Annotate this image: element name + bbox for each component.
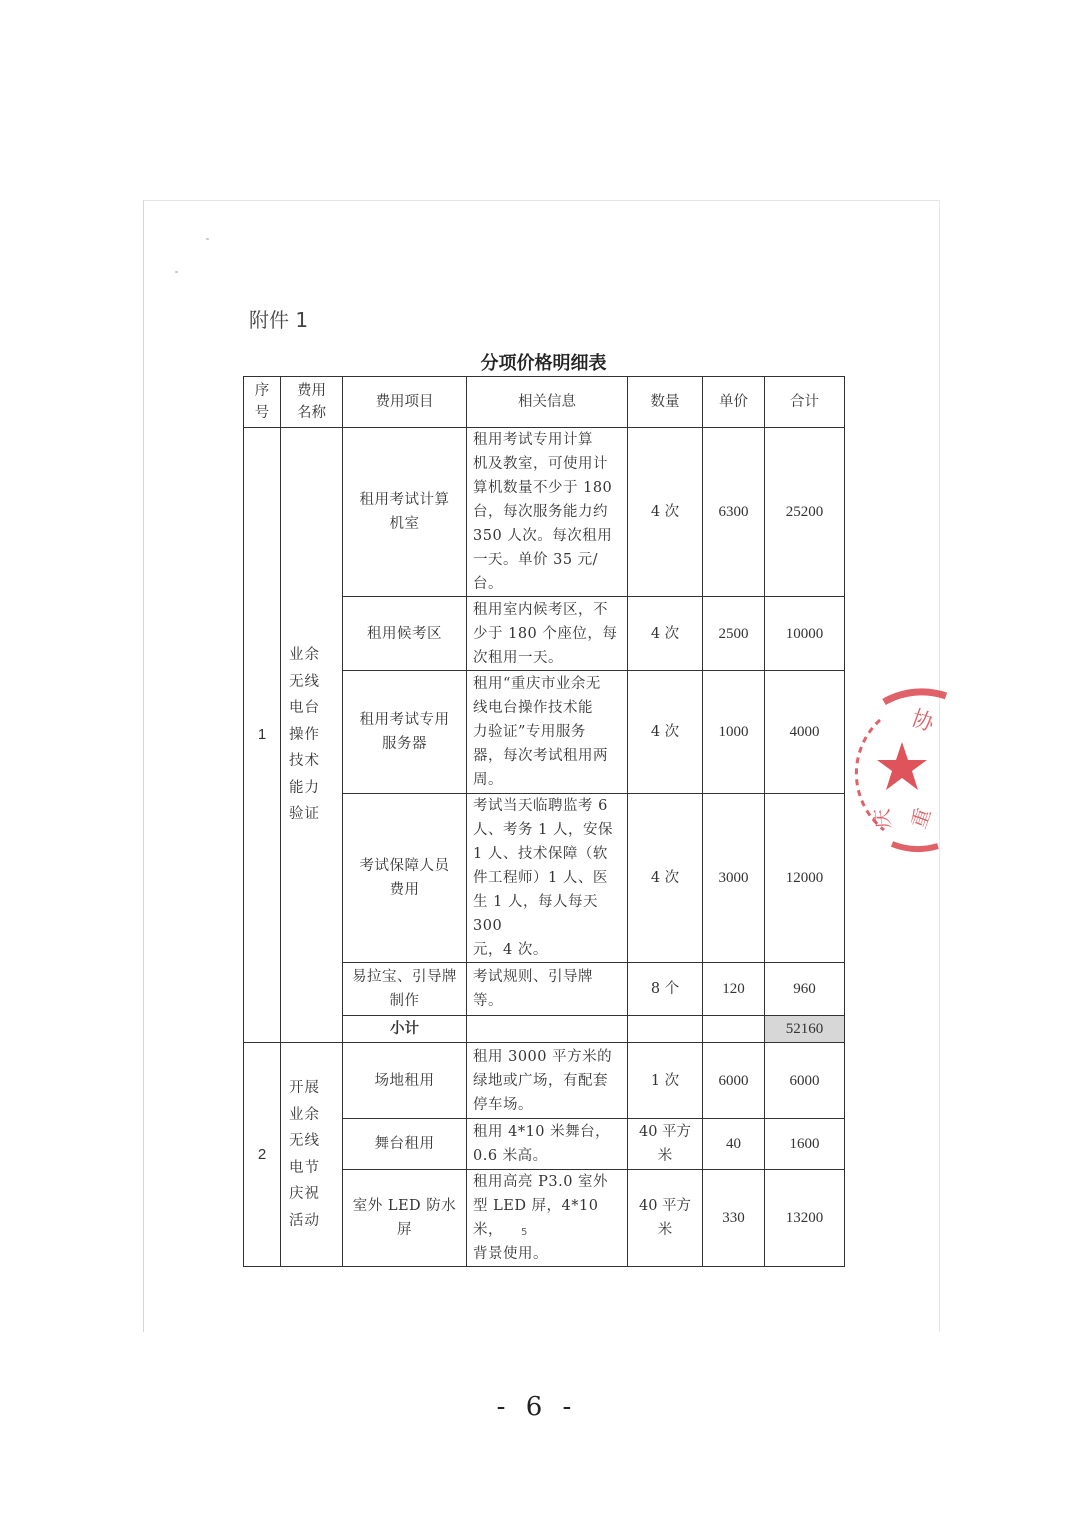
subtotal-price-empty	[703, 1016, 765, 1043]
fee-qty: 40 平方 米	[628, 1119, 703, 1170]
fee-unit-price: 3000	[703, 794, 765, 963]
table-row	[244, 1043, 845, 1119]
fee-unit-price: 120	[703, 963, 765, 1016]
fee-item: 考试保障人员 费用	[343, 794, 467, 963]
seal-ring-arc	[884, 692, 946, 702]
group-seq: 1	[244, 428, 281, 1043]
seal-star-icon	[877, 742, 927, 790]
header-fee-name: 费用 名称	[281, 377, 343, 428]
table-title: 分项价格明细表	[480, 353, 607, 374]
header-unit-price: 单价	[703, 377, 765, 428]
fee-total: 25200	[765, 428, 845, 597]
fee-unit-price: 330	[703, 1170, 765, 1267]
header-fee-item: 费用项目	[343, 377, 467, 428]
scan-speck	[175, 271, 178, 273]
seal-ring-arc	[892, 844, 938, 849]
fee-total: 12000	[765, 794, 845, 963]
fee-total: 10000	[765, 597, 845, 671]
fee-total: 6000	[765, 1043, 845, 1119]
attachment-label: 附件 1	[249, 308, 309, 332]
fee-qty: 8 个	[628, 963, 703, 1016]
fee-item: 易拉宝、引导牌 制作	[343, 963, 467, 1016]
seal-char: 重	[906, 804, 936, 832]
fee-qty: 4 次	[628, 671, 703, 794]
fee-info: 租用室内候考区，不 少于 180 个座位，每 次租用一天。	[467, 597, 628, 671]
fee-unit-price: 2500	[703, 597, 765, 671]
fee-total: 960	[765, 963, 845, 1016]
fee-unit-price: 6300	[703, 428, 765, 597]
fee-item: 室外 LED 防水 屏	[343, 1170, 467, 1267]
fee-info: 考试规则、引导牌 等。	[467, 963, 628, 1016]
fee-qty: 4 次	[628, 428, 703, 597]
fee-qty: 40 平方 米	[628, 1170, 703, 1267]
fee-qty: 4 次	[628, 794, 703, 963]
fee-item: 租用考试专用 服务器	[343, 671, 467, 794]
fee-unit-price: 1000	[703, 671, 765, 794]
fee-info: 租用 3000 平方米的 绿地或广场，有配套 停车场。	[467, 1043, 628, 1119]
fee-info: 租用“重庆市业余无 线电台操作技术能 力验证”专用服务 器，每次考试租用两 周。	[467, 671, 628, 794]
fee-unit-price: 6000	[703, 1043, 765, 1119]
fee-total: 4000	[765, 671, 845, 794]
group-fee-name: 业余 无线 电台 操作 技术 能力 验证	[281, 428, 343, 1043]
fee-info: 租用高亮 P3.0 室外 型 LED 屏，4*10 米， 背景使用。	[467, 1170, 628, 1267]
fee-total: 1600	[765, 1119, 845, 1170]
fee-item: 场地租用	[343, 1043, 467, 1119]
header-seq: 序 号	[244, 377, 281, 428]
group-seq: 2	[244, 1043, 281, 1267]
fee-item: 租用候考区	[343, 597, 467, 671]
fee-total: 13200	[765, 1170, 845, 1267]
fee-item: 租用考试计算 机室	[343, 428, 467, 597]
subtotal-qty-empty	[628, 1016, 703, 1043]
fee-unit-price: 40	[703, 1119, 765, 1170]
header-qty: 数量	[628, 377, 703, 428]
header-total: 合计	[765, 377, 845, 428]
seal-char: 协	[907, 706, 938, 738]
price-detail-table	[243, 376, 845, 1267]
subtotal-label: 小计	[343, 1016, 467, 1043]
table-header-row	[244, 377, 845, 428]
inner-page-number: 5	[521, 1227, 528, 1238]
official-seal-stamp	[869, 680, 962, 860]
fee-info: 租用 4*10 米舞台， 0.6 米高。	[467, 1119, 628, 1170]
seal-char: 庆	[869, 807, 895, 830]
fee-item: 舞台租用	[343, 1119, 467, 1170]
scan-speck	[206, 238, 209, 240]
fee-qty: 1 次	[628, 1043, 703, 1119]
fee-info: 租用考试专用计算 机及教室，可使用计 算机数量不少于 180 台，每次服务能力约 350 人次。每次租用 一天。单价 35 元/台。	[467, 428, 628, 597]
group-fee-name: 开展 业余 无线 电节 庆祝 活动	[281, 1043, 343, 1267]
header-info: 相关信息	[467, 377, 628, 428]
page-number: - 6 -	[496, 1392, 578, 1422]
fee-info: 考试当天临聘监考 6 人、考务 1 人，安保 1 人、技术保障（软 件工程师）1 人、医 生 1 人，每人每天 300 元，4 次。	[467, 794, 628, 963]
table-row	[244, 428, 845, 597]
subtotal-value: 52160	[765, 1016, 845, 1043]
fee-qty: 4 次	[628, 597, 703, 671]
subtotal-info-empty	[467, 1016, 628, 1043]
